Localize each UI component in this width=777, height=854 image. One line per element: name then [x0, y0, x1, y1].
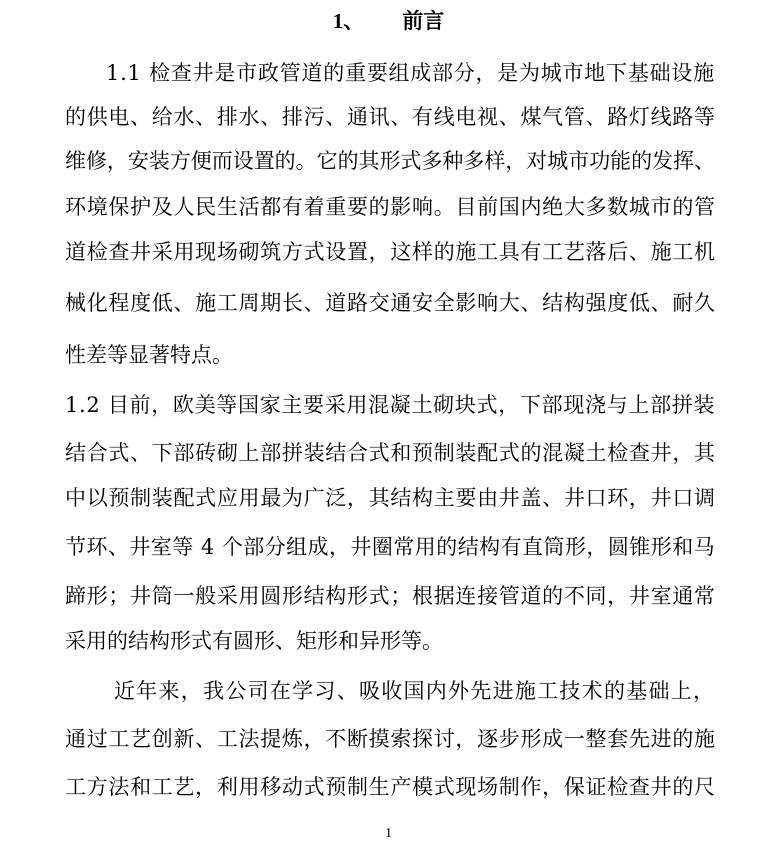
- paragraph-line: 蹄形；井筒一般采用圆形结构形式；根据连接管道的不同，井室通常: [65, 584, 716, 608]
- paragraph-line: 的供电、给水、排水、排污、通讯、有线电视、煤气管、路灯线路等: [65, 105, 716, 129]
- paragraph-line: 近年来，我公司在学习、吸收国内外先进施工技术的基础上，: [114, 679, 716, 703]
- paragraph-line: 1.1 检查井是市政管道的重要组成部分，是为城市地下基础设施: [106, 61, 715, 85]
- paragraph-line: 械化程度低、施工周期长、道路交通安全影响大、结构强度低、耐久: [65, 291, 716, 315]
- paragraph-line: 工方法和工艺，利用移动式预制生产模式现场制作，保证检查井的尺: [65, 775, 716, 799]
- paragraph-line: 道检查井采用现场砌筑方式设置，这样的施工具有工艺落后、施工机: [65, 240, 716, 264]
- paragraph-line: 1.2 目前，欧美等国家主要采用混凝土砌块式，下部现浇与上部拼装: [65, 393, 716, 417]
- page-number: 1: [385, 826, 392, 841]
- paragraph-line: 节环、井室等 4 个部分组成，井圈常用的结构有直筒形，圆锥形和马: [65, 535, 716, 559]
- paragraph-line: 中以预制装配式应用最为广泛，其结构主要由井盖、井口环，井口调: [65, 486, 716, 510]
- paragraph-line: 通过工艺创新、工法提炼，不断摸索探讨，逐步形成一整套先进的施: [65, 727, 716, 751]
- section-title: 前言: [402, 8, 445, 33]
- paragraph-line: 结合式、下部砖砌上部拼装结合式和预制装配式的混凝土检查井，其: [65, 441, 716, 465]
- paragraph-line: 采用的结构形式有圆形、矩形和异形等。: [65, 629, 443, 653]
- section-number: 1、: [332, 9, 365, 33]
- paragraph-line: 环境保护及人民生活都有着重要的影响。目前国内绝大多数城市的管: [65, 195, 716, 219]
- paragraph-line: 维修，安装方便而设置的。它的其形式多种多样，对城市功能的发挥、: [65, 149, 716, 173]
- section-heading: [0, 8, 777, 34]
- paragraph-line: 性差等显著特点。: [65, 343, 233, 367]
